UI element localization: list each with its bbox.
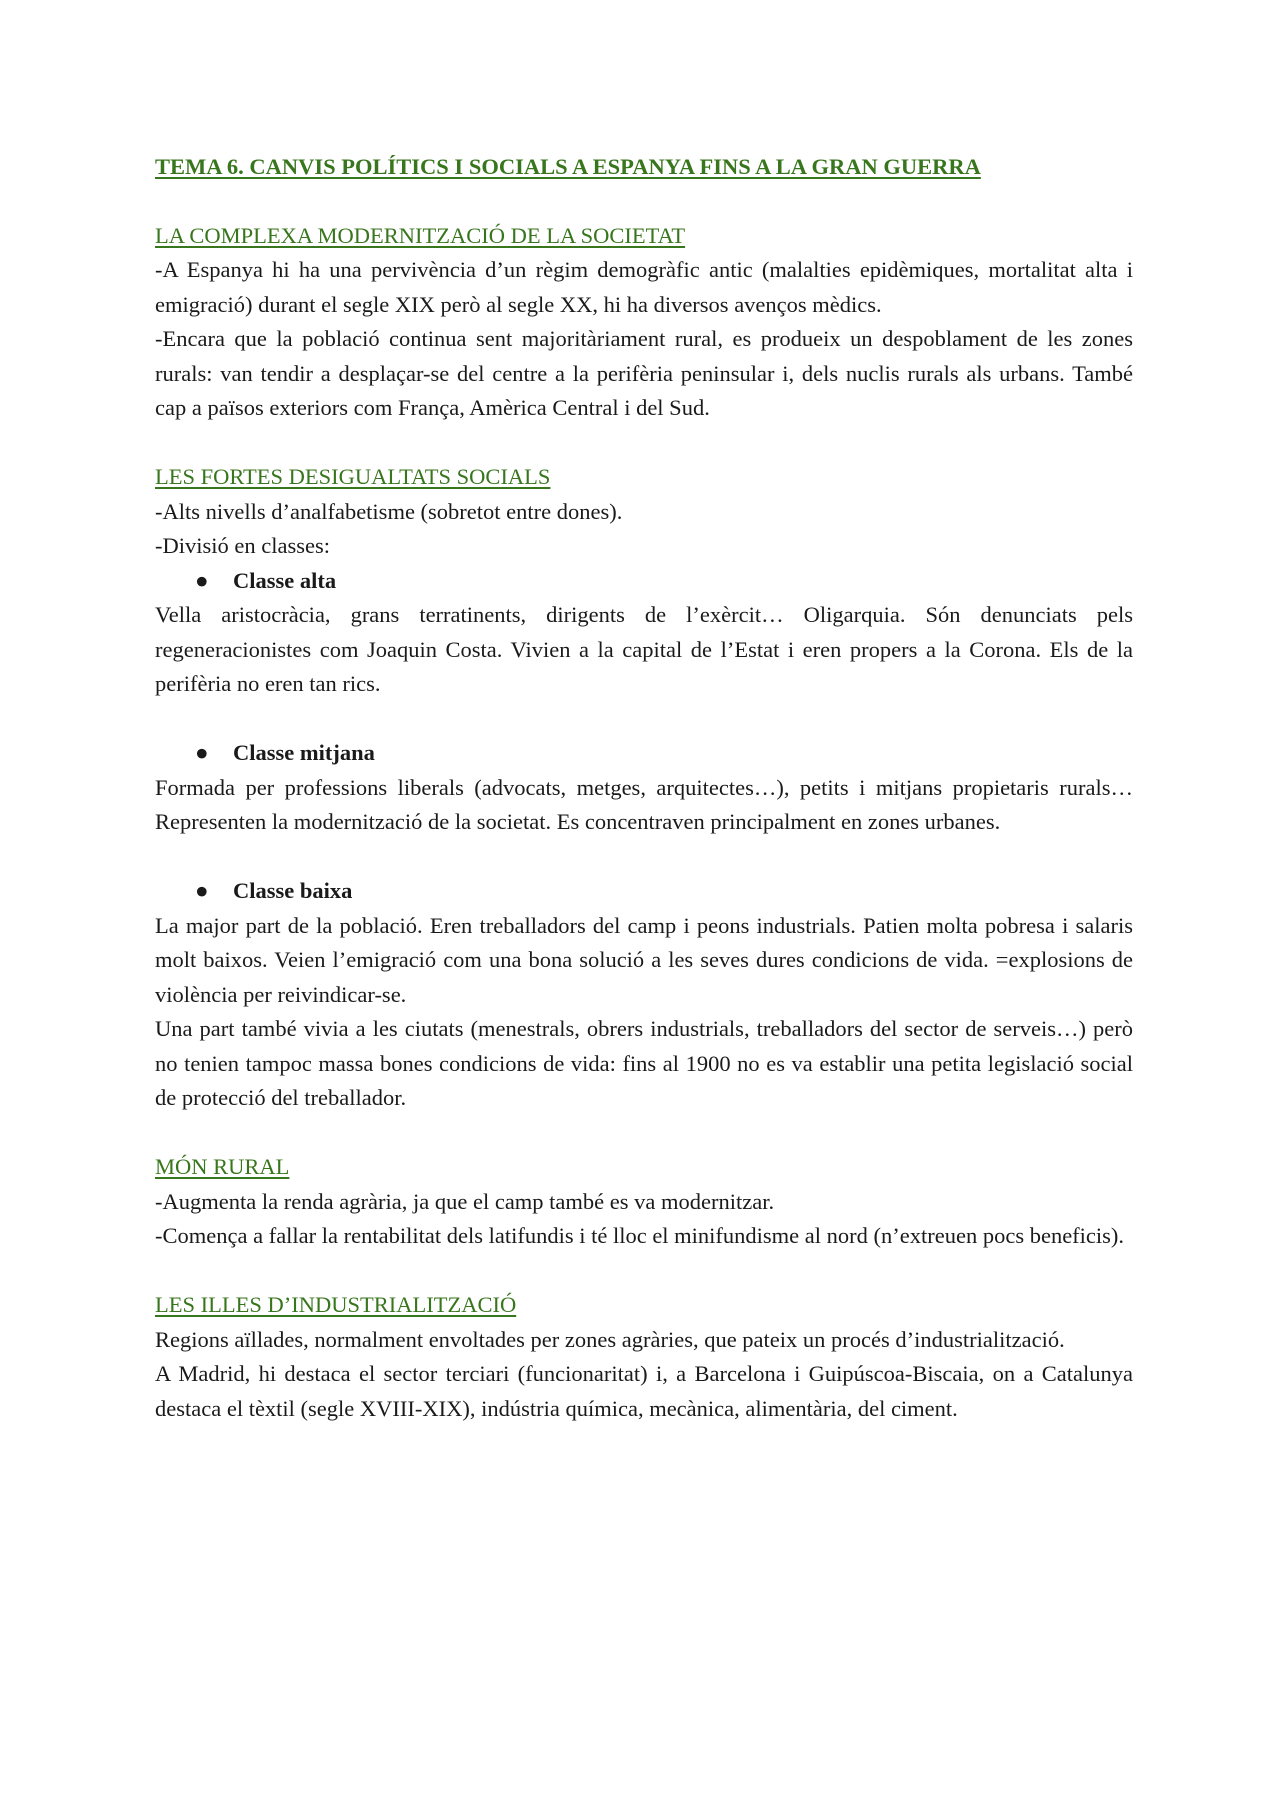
spacer [155,426,1133,461]
bullet-dot-icon: ● [195,740,209,765]
spacer [155,702,1133,737]
paragraph: Regions aïllades, normalment envoltades per zones agràries, que pateix un procés d’industrialització. [155,1326,1065,1352]
paragraph: A Madrid, hi destaca el sector terciari (funcionaritat) i, a Barcelona i Guipúscoa-Biscaia, on a Catalunya destaca el tèxtil (segle XVIII-XIX), indústria química, mecànica, alimentària, del ciment. [155,1361,1133,1421]
bullet-label: Classe alta [233,567,337,593]
document-page [155,150,1133,1426]
spacer [155,1116,1133,1151]
paragraph: Una part també vivia a les ciutats (menestrals, obrers industrials, treballadors del sector de serveis…) però no tenien tampoc massa bones condicions de vida: fins al 1900 no es va establir una petita legislació social de protecció del treballador. [155,1016,1133,1110]
paragraph: -Encara que la població continua sent majoritàriament rural, es produeix un despoblament de les zones rurals: van tendir a desplaçar-se del centre a la perifèria peninsular i, dels nuclis rurals als urbans. També cap a països exteriors com França, Amèrica Central i del Sud. [155,326,1133,420]
spacer [155,1254,1133,1289]
paragraph: -Comença a fallar la rentabilitat dels latifundis i té lloc el minifundisme al nord (n’extreuen pocs beneficis). [155,1223,1125,1248]
bullet-dot-icon: ● [195,878,209,903]
bullet-item-classe-mitjana [155,736,1133,771]
bullet-label: Classe baixa [233,878,353,903]
spacer [155,840,1133,875]
bullet-item-classe-alta [155,564,1133,599]
paragraph: Formada per professions liberals (advocats, metges, arquitectes…), petits i mitjans propietaris rurals… Representen la modernització de la societat. Es concentraven principalment en zones urbanes. [155,774,1133,834]
paragraph: -A Espanya hi ha una pervivència d’un règim demogràfic antic (malalties epidèmiques, mortalitat alta i emigració) durant el segle XIX però al segle XX, hi ha diversos avenços mèdics. [155,257,1133,317]
paragraph: -Augmenta la renda agrària, ja que el camp també es va modernitzar. [155,1188,775,1214]
paragraph: -Alts nivells d’analfabetisme (sobretot entre dones). [155,498,623,524]
bullet-label: Classe mitjana [233,740,375,765]
section-heading-modernitzacio: LA COMPLEXA MODERNITZACIÓ DE LA SOCIETAT [155,222,686,248]
page-title: TEMA 6. CANVIS POLÍTICS I SOCIALS A ESPANYA FINS A LA GRAN GUERRA [155,154,981,179]
paragraph: Vella aristocràcia, grans terratinents, dirigents de l’exèrcit… Oligarquia. Són denunciats pels regeneracionistes com Joaquin Costa. Vivien a la capital de l’Estat i eren propers a la Corona. Els de la perifèria no eren tan rics. [155,602,1133,696]
section-heading-desigualtats: LES FORTES DESIGUALTATS SOCIALS [155,464,551,489]
bullet-dot-icon: ● [195,567,209,593]
paragraph: La major part de la població. Eren treballadors del camp i peons industrials. Patien molta pobresa i salaris molt baixos. Veien l’emigració com una bona solució a les seves dures condicions de vida. =explosions de violència per reivindicar-se. [155,912,1133,1007]
paragraph: -Divisió en classes: [155,533,330,558]
bullet-item-classe-baixa [155,874,1133,909]
section-heading-mon-rural: MÓN RURAL [155,1154,290,1179]
section-heading-industrialitzacio: LES ILLES D’INDUSTRIALITZACIÓ [155,1292,517,1317]
